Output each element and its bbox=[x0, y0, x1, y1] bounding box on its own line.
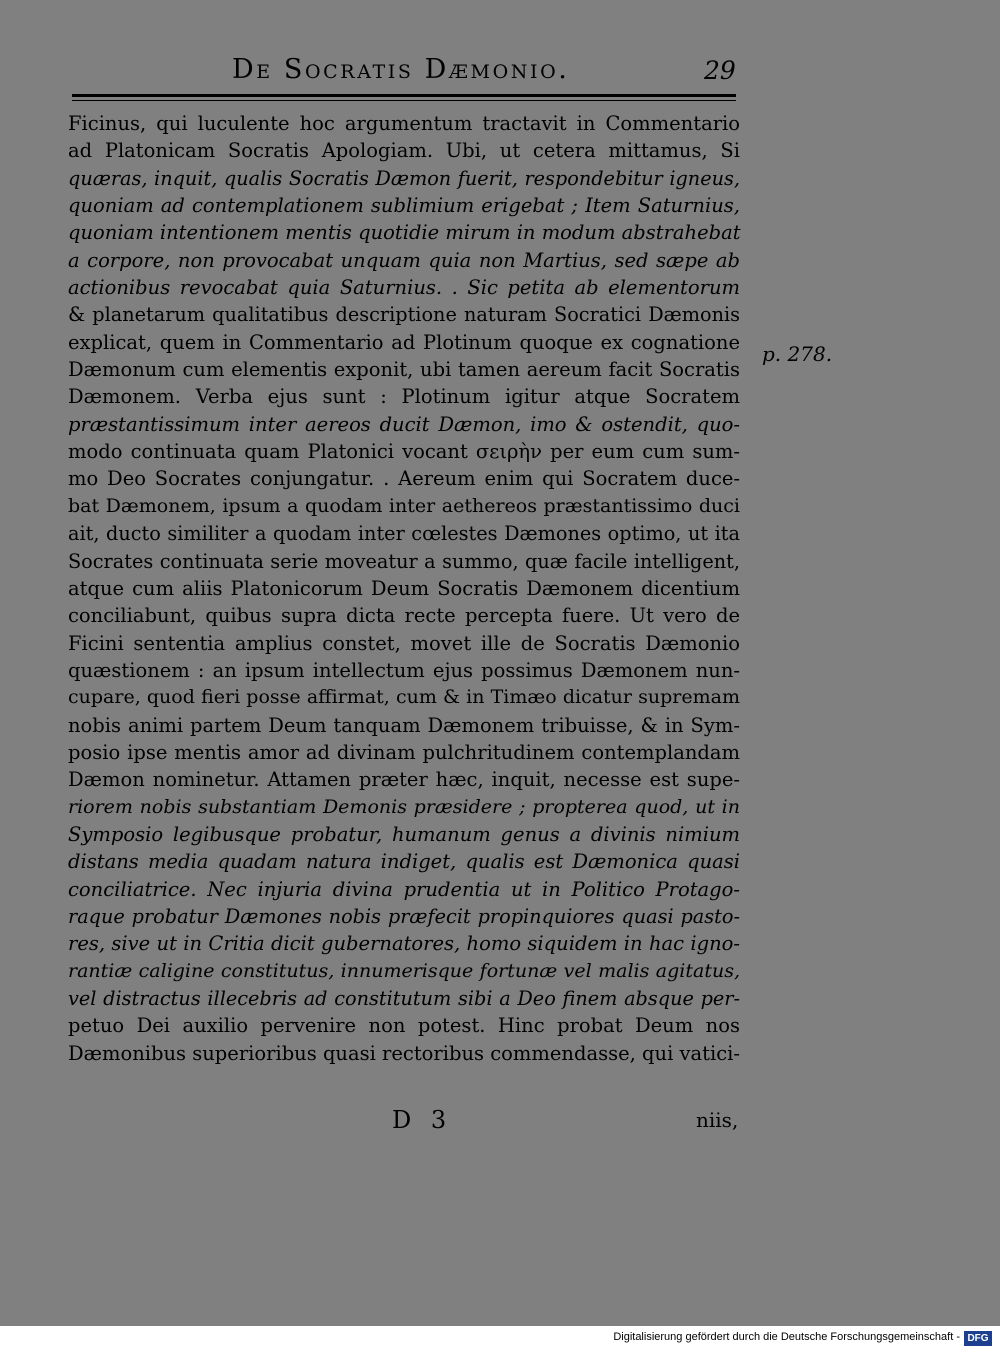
margin-reference: p. 278. bbox=[762, 342, 833, 366]
text-line: distans media quadam natura indiget, qualis est Dæmonica quasi bbox=[68, 850, 740, 874]
text-line: nobis animi partem Deum tanquam Dæmonem tribuisse, & in Sym- bbox=[68, 713, 740, 737]
text-line: raque probatur Dæmones nobis præfecit propinquiores quasi pasto- bbox=[68, 904, 740, 928]
text-line: vel distractus illecebris ad constitutum sibi a Deo finem absque per- bbox=[68, 987, 740, 1010]
text-line: ait, ducto similiter a quodam inter cœlestes Dæmones optimo, ut ita bbox=[68, 522, 740, 546]
text-line: Symposio legibusque probatur, humanum genus a divinis nimium bbox=[68, 822, 740, 846]
text-line: Dæmonibus superioribus quasi rectoribus commendasse, qui vatici- bbox=[68, 1041, 740, 1065]
header-rule-thin bbox=[72, 100, 736, 101]
text-line: res, sive ut in Critia dicit gubernatores, homo siquidem in hac igno- bbox=[68, 932, 740, 956]
text-line: quoniam intentionem mentis quotidie mirum in modum abstrahebat bbox=[68, 221, 741, 245]
text-line: modo continuata quam Platonici vocant σειρὴν per eum cum sum- bbox=[68, 440, 740, 464]
text-line: ad Platonicam Socratis Apologiam. Ubi, ut cetera mittamus, Si bbox=[68, 139, 740, 163]
text-line: conciliatrice. Nec injuria divina prudentia ut in Politico Protago- bbox=[68, 877, 740, 901]
text-line: petuo Dei auxilio pervenire non potest. Hinc probat Deum nos bbox=[68, 1014, 740, 1038]
text-line: cupare, quod fieri posse affirmat, cum & in Timæo dicatur supremam bbox=[68, 686, 740, 709]
text-line: præstantissimum inter aereos ducit Dæmon, imo & ostendit, quo- bbox=[68, 412, 740, 436]
text-line: Ficinus, qui luculente hoc argumentum tractavit in Commentario bbox=[68, 112, 740, 135]
page-header bbox=[0, 52, 1000, 92]
text-line: a corpore, non provocabat unquam quia non Martius, sed sæpe ab bbox=[68, 248, 740, 272]
text-line: atque cum aliis Platonicorum Deum Socratis Dæmonem dicentium bbox=[68, 576, 740, 600]
header-rule bbox=[72, 94, 736, 97]
text-line: conciliabunt, quibus supra dicta recte percepta fuere. Ut vero de bbox=[68, 604, 740, 628]
text-line: mo Deo Socrates conjungatur. . Aereum enim qui Socratem duce- bbox=[68, 467, 740, 491]
page-number: 29 bbox=[704, 56, 736, 85]
text-line: quoniam ad contemplationem sublimium erigebat ; Item Saturnius, bbox=[68, 194, 740, 218]
funding-credit: Digitalisierung gefördert durch die Deutsche Forschungsgemeinschaft - bbox=[613, 1331, 960, 1343]
running-title: De Socratis Dæmonio. bbox=[232, 54, 570, 85]
body-text bbox=[68, 110, 740, 1067]
text-line: quæstionem : an ipsum intellectum ejus possimus Dæmonem nun- bbox=[68, 658, 740, 682]
catchword: niis, bbox=[696, 1108, 739, 1132]
text-line: Socrates continuata serie moveatur a summo, quæ facile intelligent, bbox=[68, 549, 740, 573]
footer-bar bbox=[0, 1326, 1000, 1352]
text-line: actionibus revocabat quia Saturnius. . Sic petita ab elementorum bbox=[68, 276, 740, 300]
text-line: posio ipse mentis amor ad divinam pulchritudinem contemplandam bbox=[68, 740, 740, 764]
text-line: quæras, inquit, qualis Socratis Dæmon fuerit, respondebitur igneus, bbox=[68, 166, 740, 190]
text-line: & planetarum qualitatibus descriptione naturam Socratici Dæmonis bbox=[68, 303, 740, 327]
signature-mark: D 3 bbox=[392, 1106, 453, 1134]
text-line: Dæmonum cum elementis exponit, ubi tamen aereum facit Socratis bbox=[68, 358, 740, 382]
text-line: explicat, quem in Commentario ad Plotinum quoque ex cognatione bbox=[68, 330, 740, 354]
text-line: Dæmonem. Verba ejus sunt : Plotinum igitur atque Socratem bbox=[68, 385, 740, 409]
text-line: Dæmon nominetur. Attamen præter hæc, inquit, necesse est supe- bbox=[68, 768, 740, 792]
text-line: riorem nobis substantiam Demonis præsidere ; propterea quod, ut in bbox=[68, 795, 740, 818]
text-line: rantiæ caligine constitutus, innumerisque fortunæ vel malis agitatus, bbox=[68, 959, 740, 982]
text-line: bat Dæmonem, ipsum a quodam inter aethereos præstantissimo duci bbox=[68, 494, 740, 517]
dfg-logo: DFG bbox=[964, 1331, 992, 1346]
text-line: Ficini sententia amplius constet, movet ille de Socratis Dæmonio bbox=[68, 631, 740, 655]
